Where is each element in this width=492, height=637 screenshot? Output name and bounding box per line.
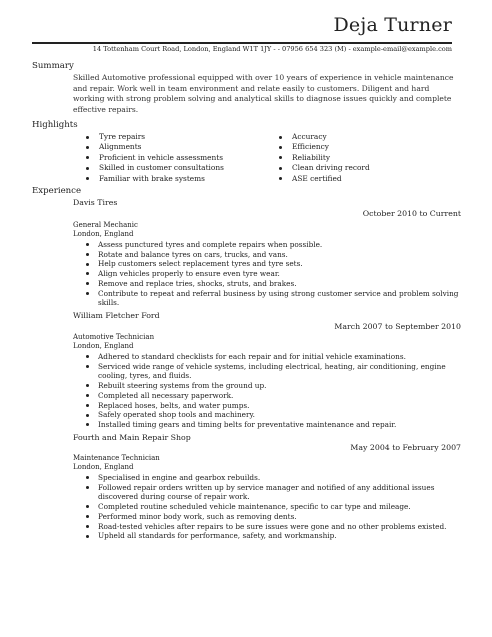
highlight-item: Clean driving record — [279, 163, 370, 173]
duty-item: Followed repair orders written up by service manager and notified of any additional issues discovered during course of repair work. — [86, 483, 460, 502]
summary-heading: Summary — [32, 61, 74, 71]
summary-text: Skilled Automotive professional equipped with over 10 years of experience in vehicle maintenance and repair. Work well in team environment and relate easily to customers. Diligent and hard working with strong problem solving and analytical skills to diagnose issues quickly and complete effective repairs. — [73, 73, 454, 114]
job-company: Fourth and Main Repair Shop — [73, 433, 191, 442]
highlight-item: Accuracy — [279, 132, 370, 142]
contact-line: 14 Tottenham Court Road, London, England W1T 1JY - - 07956 654 323 (M) - example-email@example.com — [92, 45, 452, 53]
job-dates: October 2010 to Current — [362, 209, 461, 218]
duty-item: Serviced wide range of vehicle systems, including electrical, heating, air conditioning, engine cooling, tyres, and fluids. — [86, 362, 460, 381]
job-location: London, England — [73, 463, 134, 471]
duty-item: Completed routine scheduled vehicle maintenance, specific to car type and mileage. — [86, 502, 460, 512]
duty-item: Installed timing gears and timing belts for preventative maintenance and repair. — [86, 420, 460, 430]
duty-item: Rebuilt steering systems from the ground up. — [86, 381, 460, 391]
duty-item: Road-tested vehicles after repairs to be sure issues were gone and no other problems existed. — [86, 522, 460, 532]
job-duties — [86, 352, 460, 430]
duty-item: Remove and replace tries, shocks, struts, and brakes. — [86, 279, 460, 289]
job-company: William Fletcher Ford — [73, 311, 160, 320]
highlight-item: Skilled in customer consultations — [86, 163, 224, 173]
job-dates: May 2004 to February 2007 — [350, 443, 461, 452]
duty-item: Completed all necessary paperwork. — [86, 391, 460, 401]
duty-item: Align vehicles properly to ensure even tyre wear. — [86, 269, 460, 279]
highlights-list-right — [279, 132, 370, 184]
job-duties — [86, 240, 460, 308]
job-location: London, England — [73, 342, 134, 350]
highlights-list-left — [86, 132, 224, 184]
duty-item: Specialised in engine and gearbox rebuilds. — [86, 473, 460, 483]
job-company: Davis Tires — [73, 198, 118, 207]
duty-item: Assess punctured tyres and complete repairs when possible. — [86, 240, 460, 250]
duty-item: Contribute to repeat and referral business by using strong customer service and problem solving skills. — [86, 289, 460, 308]
duty-item: Upheld all standards for performance, safety, and workmanship. — [86, 531, 460, 541]
job-role: Maintenance Technician — [73, 454, 160, 462]
duty-item: Adhered to standard checklists for each repair and for initial vehicle examinations. — [86, 352, 460, 362]
highlight-item: Tyre repairs — [86, 132, 224, 142]
candidate-name: Deja Turner — [333, 14, 452, 36]
duty-item: Help customers select replacement tyres and tyre sets. — [86, 259, 460, 269]
highlight-item: Proficient in vehicle assessments — [86, 153, 224, 163]
duty-item: Replaced hoses, belts, and water pumps. — [86, 401, 460, 411]
job-role: General Mechanic — [73, 221, 138, 229]
duty-item: Performed minor body work, such as removing dents. — [86, 512, 460, 522]
experience-heading: Experience — [32, 186, 82, 196]
job-dates: March 2007 to September 2010 — [334, 322, 461, 331]
highlight-item: ASE certified — [279, 174, 370, 184]
duty-item: Rotate and balance tyres on cars, trucks, and vans. — [86, 250, 460, 260]
job-role: Automotive Technician — [73, 333, 155, 341]
highlight-item: Reliability — [279, 153, 370, 163]
job-location: London, England — [73, 230, 134, 238]
header-divider — [32, 42, 452, 44]
highlight-item: Efficiency — [279, 142, 370, 152]
highlight-item: Alignments — [86, 142, 224, 152]
highlight-item: Familiar with brake systems — [86, 174, 224, 184]
duty-item: Safely operated shop tools and machinery. — [86, 410, 460, 420]
job-duties — [86, 473, 460, 541]
highlights-heading: Highlights — [32, 120, 78, 130]
